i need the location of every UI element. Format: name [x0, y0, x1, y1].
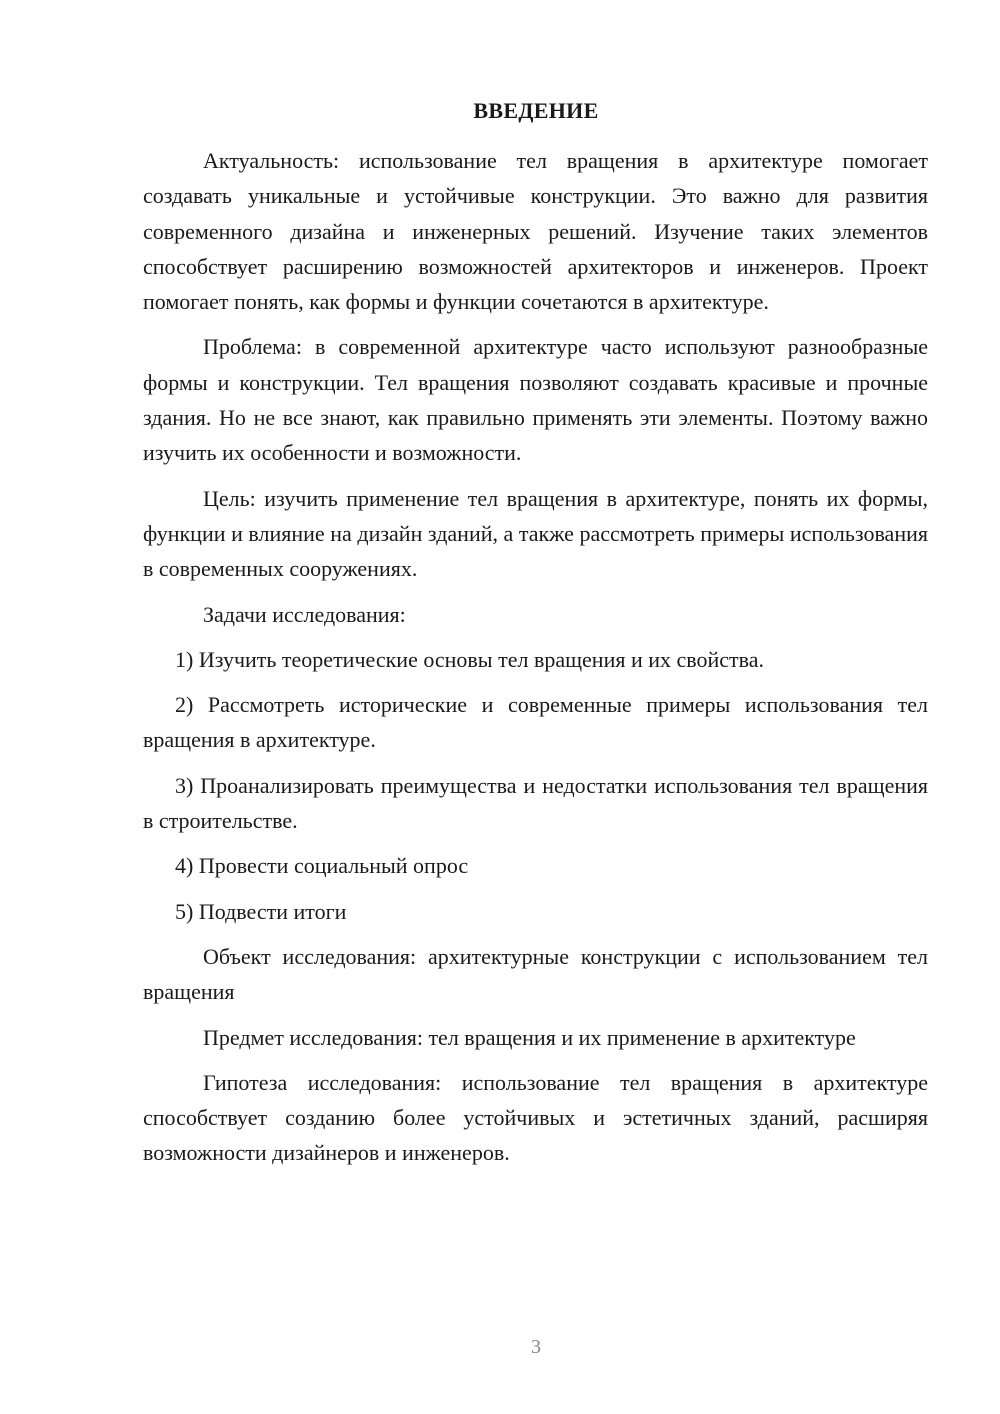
paragraph-relevance: Актуальность: использование тел вращения в архитектуре помогает создавать уникальные и устойчивые конструкции. Это важно для развития современного дизайна и инженерных решений. Изучение таких элементов способствует расширению возможностей архитекторов и инженеров. Проект помогает понять, как формы и функции сочетаются в архитектуре. [143, 148, 928, 315]
paragraph-hypothesis: Гипотеза исследования: использование тел вращения в архитектуре способствует созданию более устойчивых и эстетичных зданий, расширяя возможности дизайнеров и инженеров. [143, 1069, 928, 1166]
task-item-3: 3) Проанализировать преимущества и недостатки использования тел вращения в строительстве. [143, 772, 928, 834]
paragraph-goal: Цель: изучить применение тел вращения в архитектуре, понять их формы, функции и влияние на дизайн зданий, а также рассмотреть примеры использования в современных сооружениях. [143, 485, 928, 582]
task-item-5: 5) Подвести итоги [175, 898, 347, 924]
paragraph-tasks-heading: Задачи исследования: [203, 601, 406, 627]
task-item-2: 2) Рассмотреть исторические и современные примеры использования тел вращения в архитектуре. [143, 692, 928, 753]
paragraph-subject: Предмет исследования: тел вращения и их применение в архитектуре [203, 1024, 856, 1050]
task-item-1: 1) Изучить теоретические основы тел вращения и их свойства. [175, 646, 765, 672]
paragraph-object: Объект исследования: архитектурные конструкции с использованием тел вращения [143, 943, 928, 1005]
paragraph-problem: Проблема: в современной архитектуре часто используют разнообразные формы и конструкции. Тел вращения позволяют создавать красивые и прочные здания. Но не все знают, как правильно применять эти элементы. Поэтому важно изучить их особенности и возможности. [143, 334, 928, 466]
document-body [143, 143, 928, 1181]
page-number: 3 [531, 1336, 541, 1358]
page-title: ВВЕДЕНИЕ [473, 98, 599, 123]
task-item-4: 4) Провести социальный опрос [175, 853, 469, 879]
